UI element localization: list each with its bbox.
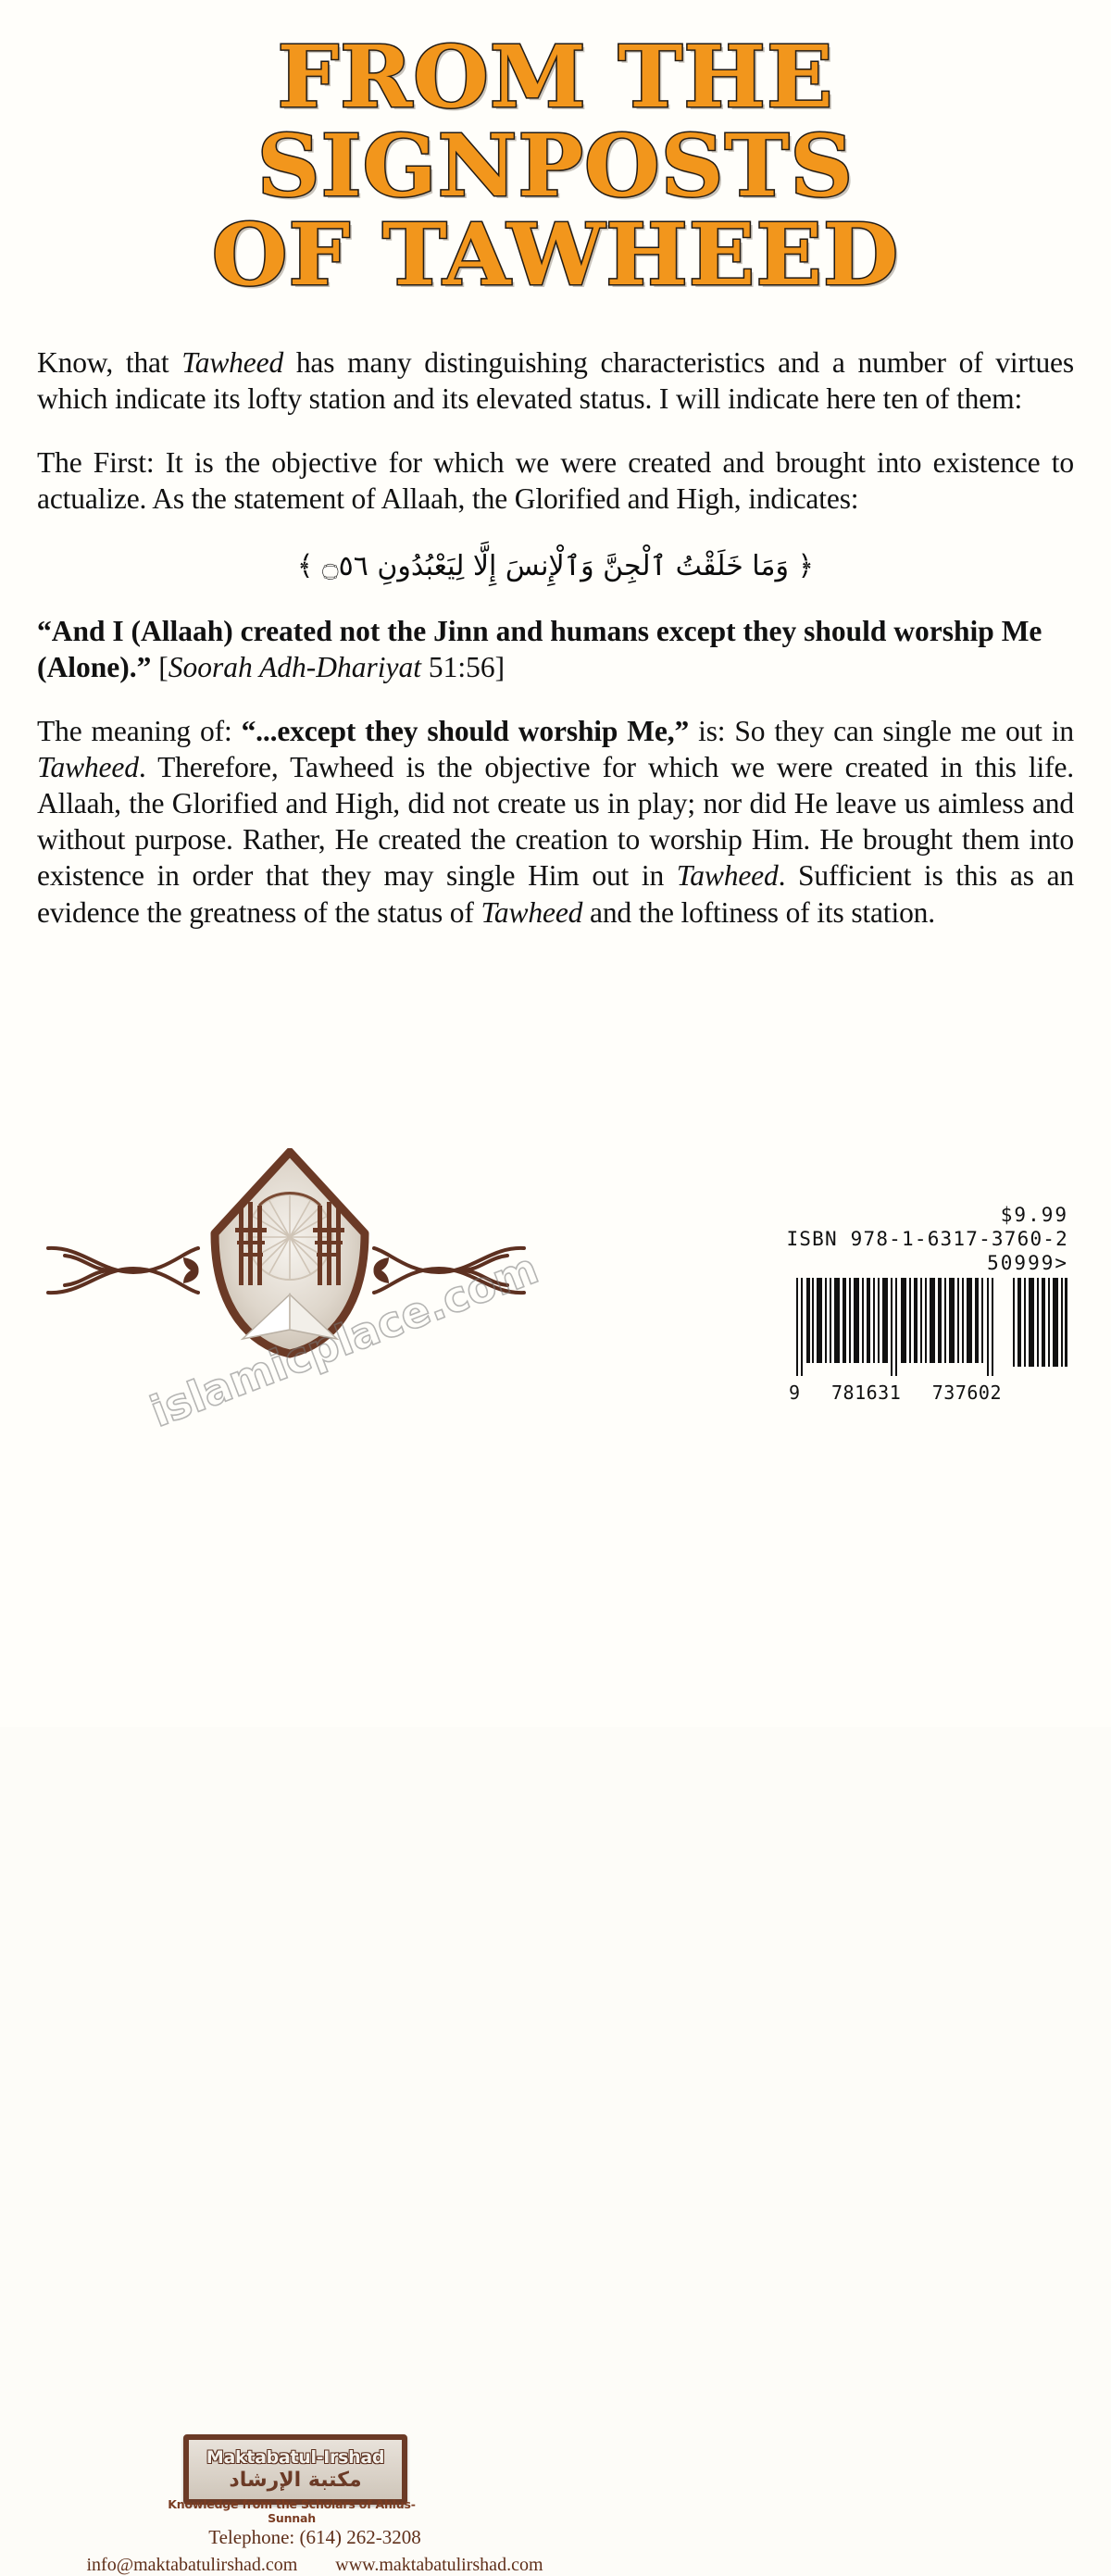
publisher-tagline: Knowledge from the Scholars of Ahlus-Sunnah	[168, 2497, 416, 2525]
isbn-label: ISBN 978-1-6317-3760-2	[786, 1228, 1068, 1250]
meaning-b: is: So they can single me out in	[689, 715, 1075, 748]
back-cover-text	[37, 344, 1074, 931]
ean13-barcode-icon	[789, 1278, 1002, 1404]
citation-open: [	[151, 651, 169, 684]
publisher-nameplate	[183, 2434, 407, 2505]
title-line-1: FROM THE	[277, 27, 834, 127]
paragraph-the-first: The First: It is the objective for which we were created and brought into existence to actualize. As the statement of Allaah, the Glorified and High, indicates:	[37, 446, 1074, 516]
mihrab-arch-logo-icon	[202, 1148, 378, 1361]
intro-term-tawheed: Tawheed	[181, 346, 284, 379]
intro-text-a: Know, that	[37, 346, 182, 379]
barcode-block	[735, 1204, 1068, 1404]
ean5-supplement-barcode-icon	[1011, 1278, 1068, 1380]
paragraph-meaning	[37, 713, 1074, 930]
contact-website[interactable]: www.maktabatulirshad.com	[335, 2555, 543, 2575]
ean-digits-right: 737602	[931, 1382, 1002, 1404]
citation-soorah: Soorah Adh-Dhariyat	[168, 651, 422, 684]
meaning-bold-quote: “...except they should worship Me,”	[241, 715, 690, 748]
quran-verse-arabic: ﴿ وَمَا خَلَقْتُ ٱلْجِنَّ وَٱلْإِنسَ إِلَّا لِيَعْبُدُونِ ۝٥٦ ﴾	[296, 550, 815, 583]
meaning-term-tawheed-2: Tawheed	[676, 859, 779, 893]
ean-digits	[789, 1382, 1002, 1404]
citation-reference: 51:56]	[421, 651, 506, 684]
meaning-e: and the loftiness of its station.	[582, 895, 935, 929]
contact-telephone: Telephone: (614) 262-3208	[208, 2526, 421, 2548]
publisher-name-arabic: مكتبة الإرشاد	[229, 2468, 362, 2492]
publisher-logo-area	[37, 1153, 556, 2575]
paragraph-intro	[37, 344, 1074, 417]
publisher-contact	[56, 2526, 574, 2576]
ean-digit-left: 9	[789, 1382, 801, 1404]
publisher-name: Maktabatul-Irshad	[206, 2446, 385, 2468]
ean-digits-mid: 781631	[831, 1382, 902, 1404]
price-label: $9.99	[1000, 1204, 1068, 1226]
meaning-term-tawheed-1: Tawheed	[37, 751, 139, 784]
title-line-2: SIGNPOSTS	[256, 116, 855, 217]
quran-translation	[37, 613, 1074, 685]
quote-body: “And I (Allaah) created not the Jinn and humans except they should worship Me (Alone).”	[37, 615, 1042, 684]
contact-email[interactable]: info@maktabatulirshad.com	[86, 2555, 298, 2575]
book-title	[0, 27, 1111, 306]
meaning-d: . Sufficient is this as an evidence the greatness of the status of	[37, 859, 1074, 929]
meaning-term-tawheed-3: Tawheed	[481, 895, 583, 929]
title-line-3: OF TAWHEED	[211, 205, 900, 306]
contact-links	[56, 2555, 574, 2576]
isbn-supplement-label: 50999>	[987, 1252, 1068, 1274]
meaning-a: The meaning of:	[37, 715, 242, 748]
intro-text-b: has many distinguishing characteristics and a number of virtues which indicate its lofty station and its elevated status. I will indicate here ten of them:	[37, 346, 1074, 416]
meaning-c: . Therefore, Tawheed is the objective for which we were created in this life. Allaah, the Glorified and High, did not create us in play; nor did He leave us aimless and without purpose. Rather, He created the creation to worship Him. He brought them into existence in order that they may single Him out in	[37, 751, 1074, 893]
site-watermark: islamicplace.com	[144, 1243, 545, 1437]
